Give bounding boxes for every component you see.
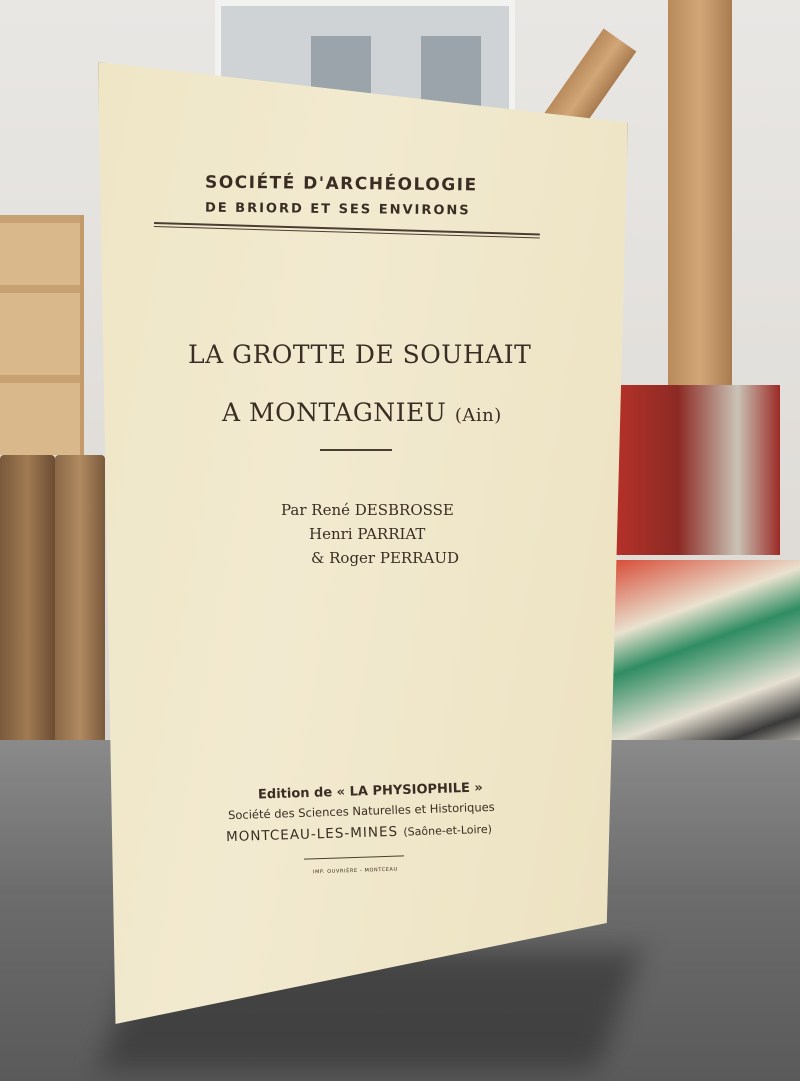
book-covers [610,385,780,555]
edition-city [226,821,492,845]
printer-imprint: IMP. OUVRIÈRE - MONTCEAU [312,866,398,876]
imprint-rule [304,855,404,859]
wooden-beam [668,0,732,390]
cover-text [98,62,628,1024]
shelf-board [0,215,80,223]
edition-city-region: (Saône-et-Loire) [403,822,493,839]
shelf-board [0,285,80,293]
edition-city-name: MONTCEAU-LES-MINES [225,823,399,846]
stacked-books-right [600,385,800,755]
author-3: & Roger PERRAUD [311,549,459,567]
society-name: SOCIÉTÉ D'ARCHÉOLOGIE [204,172,478,196]
author-1: Par René DESBROSSE [281,501,454,519]
edition-society: Société des Sciences Naturelles et Historiques [227,799,495,823]
edition-publisher: Edition de « LA PHYSIOPHILE » [257,780,484,803]
title-line-1: LA GROTTE DE SOUHAIT [188,340,532,369]
society-subtitle: DE BRIORD ET SES ENVIRONS [204,200,471,219]
title-rule [320,449,392,451]
double-rule [154,222,540,238]
title-region: (Ain) [454,405,502,426]
title-place: A MONTAGNIEU [222,398,447,427]
author-2: Henri PARRIAT [309,525,426,543]
shelf-board [0,375,80,383]
title-line-2 [222,398,502,427]
background-shelf [0,215,84,455]
book-pile [600,560,800,755]
